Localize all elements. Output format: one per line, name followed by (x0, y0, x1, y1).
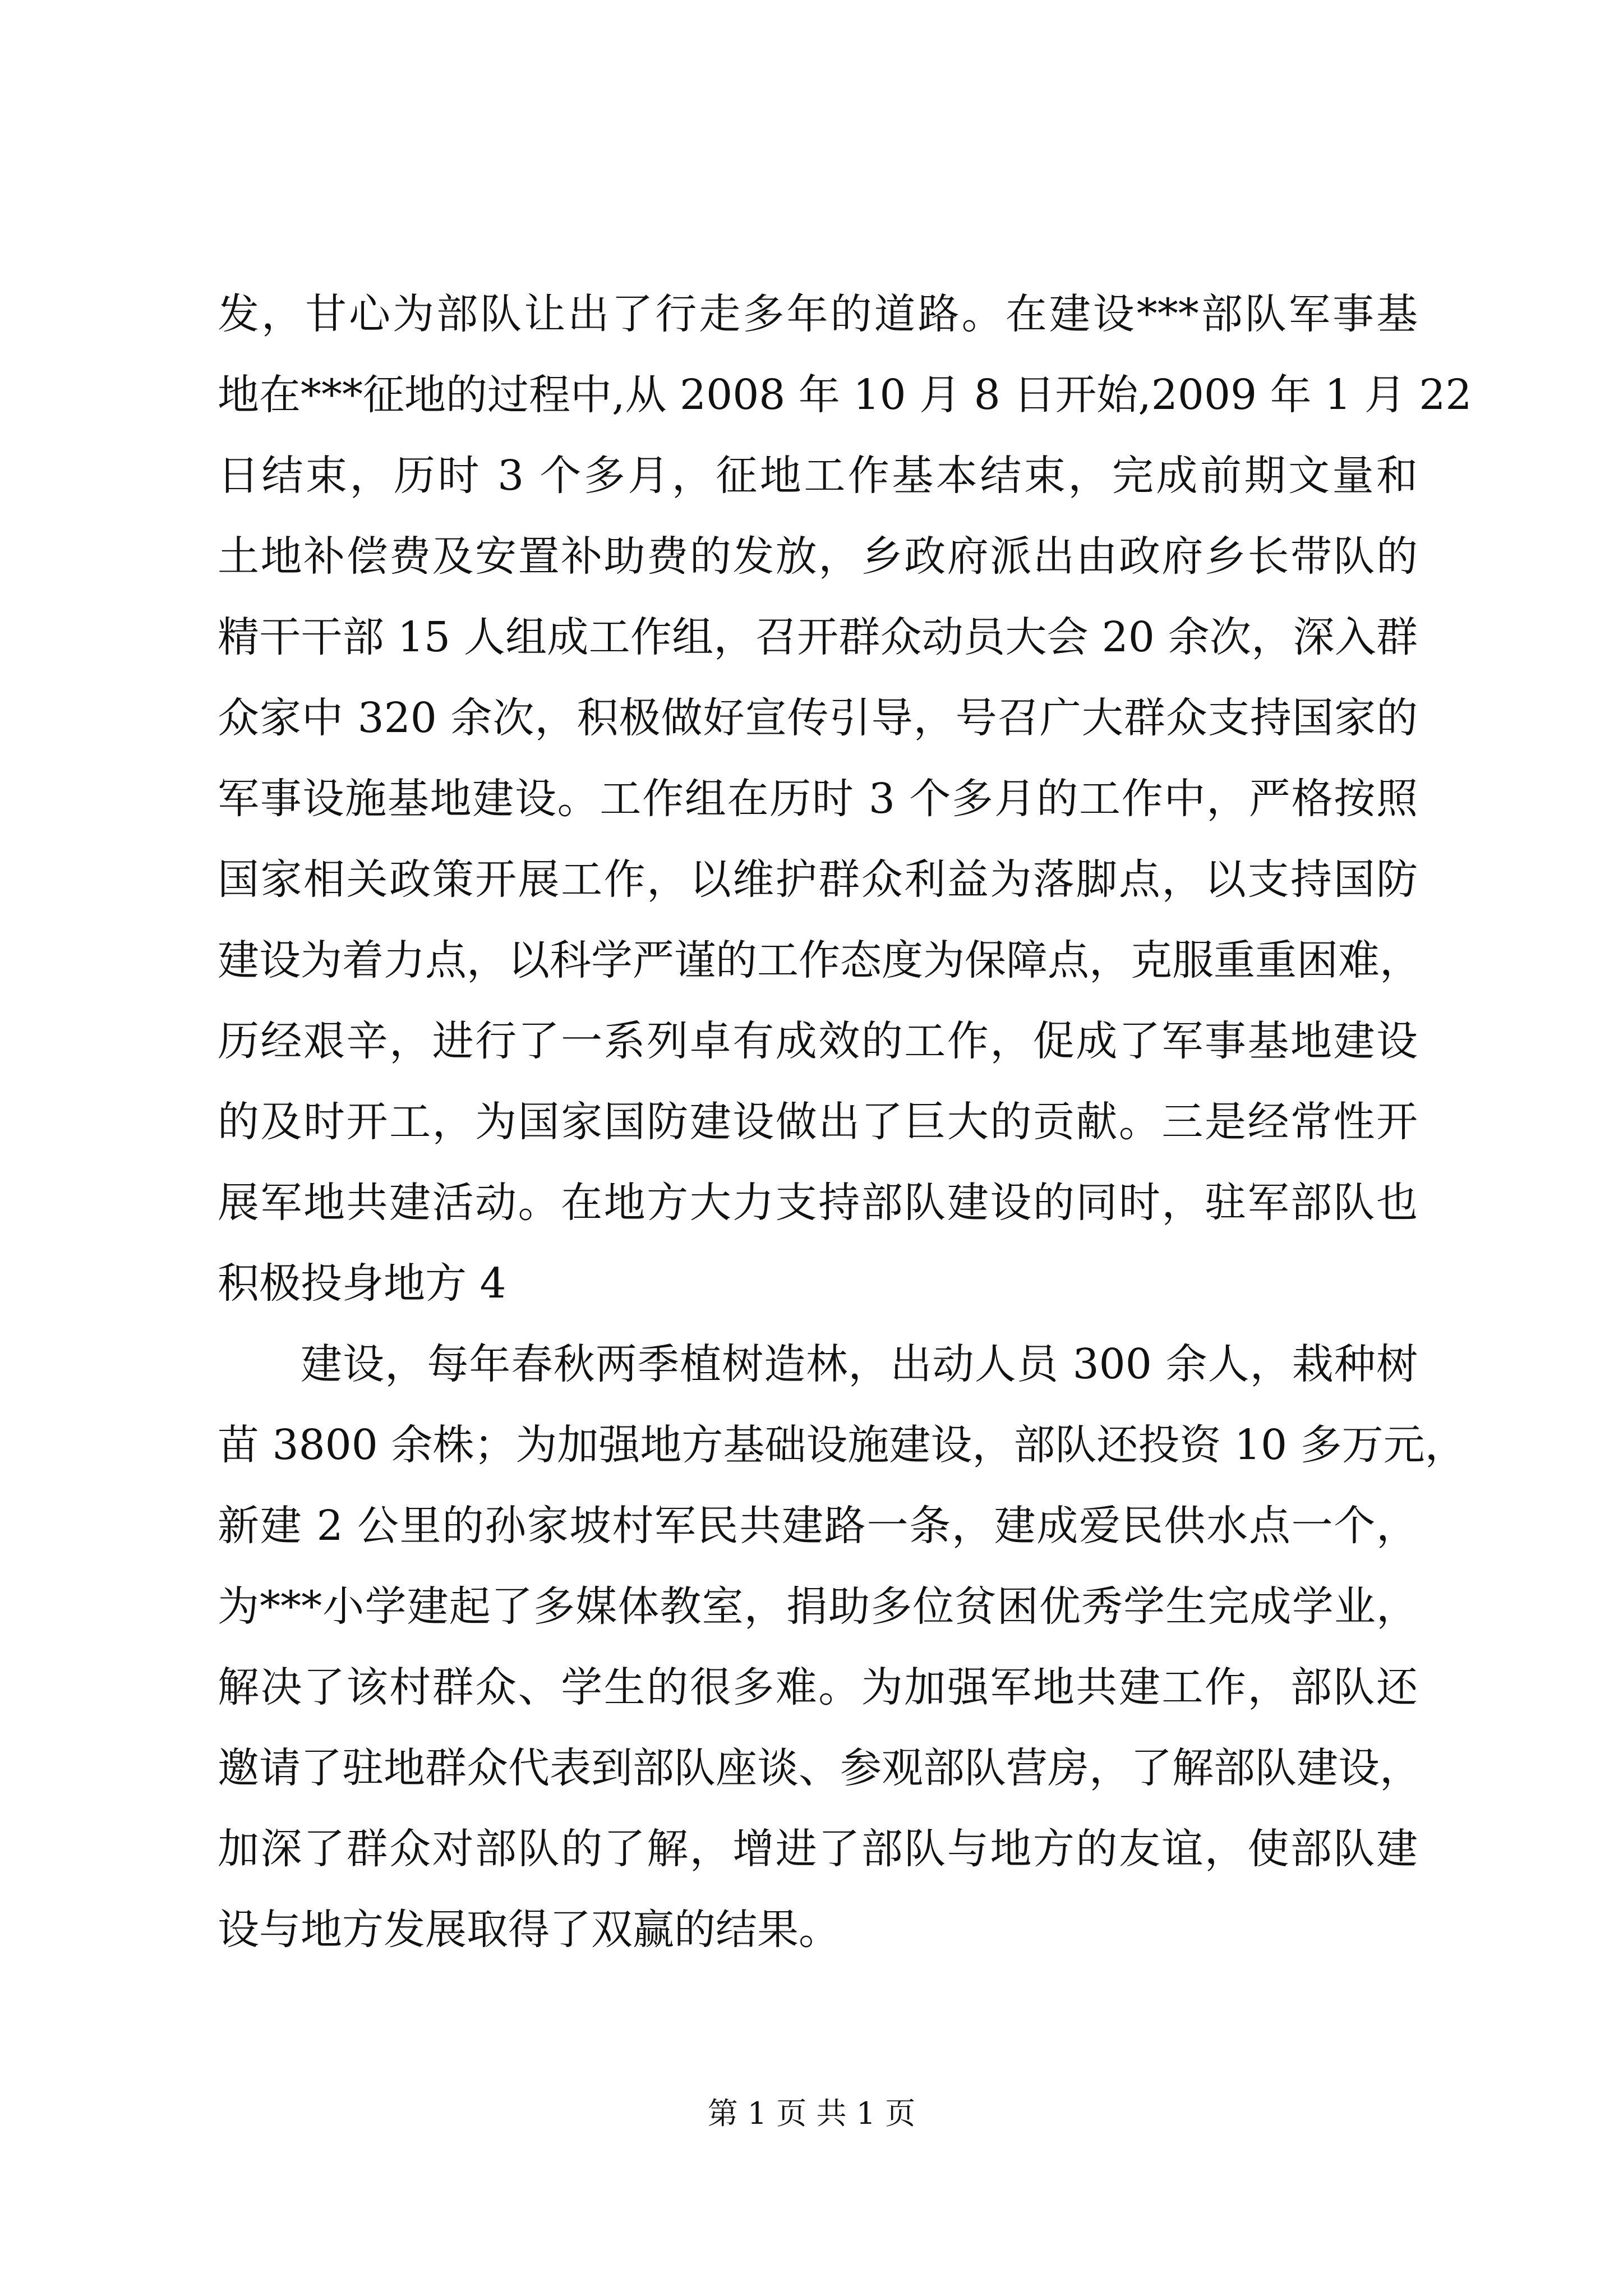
text-line: 历经艰辛，进行了一系列卓有成效的工作，促成了军事基地建设 (218, 1017, 1418, 1065)
paragraph-2 (218, 1324, 1467, 1970)
text-line: 苗 3800 余株；为加强地方基础设施建设，部队还投资 10 多万元， (218, 1421, 1467, 1469)
page-number-footer: 第 1 页 共 1 页 (707, 2096, 916, 2131)
text-line: 邀请了驻地群众代表到部队座谈、参观部队营房，了解部队建设， (218, 1744, 1421, 1792)
text-line: 建设为着力点，以科学严谨的工作态度为保障点，克服重重困难， (218, 936, 1421, 984)
paragraph-1 (218, 274, 1472, 1324)
text-line: 新建 2 公里的孙家坡村军民共建路一条，建成爱民供水点一个， (218, 1502, 1418, 1550)
text-line: 设与地方发展取得了双赢的结果。 (218, 1906, 840, 1954)
text-line: 的及时开工，为国家国防建设做出了巨大的贡献。三是经常性开 (218, 1098, 1418, 1146)
text-line: 建设，每年春秋两季植树造林，出动人员 300 余人，栽种树 (301, 1340, 1418, 1388)
text-line: 地在***征地的过程中,从 2008 年 10 月 8 日开始,2009 年 1 月 22 (218, 371, 1472, 419)
text-line: 发，甘心为部队让出了行走多年的道路。在建设***部队军事基 (218, 290, 1418, 338)
text-line: 积极投身地方 4 (218, 1259, 506, 1308)
text-line: 为***小学建起了多媒体教室，捐助多位贫困优秀学生完成学业， (218, 1582, 1418, 1631)
text-line: 土地补偿费及安置补助费的发放，乡政府派出由政府乡长带队的 (218, 532, 1418, 581)
text-line: 加深了群众对部队的了解，增进了部队与地方的友谊，使部队建 (218, 1825, 1418, 1873)
text-line: 解决了该村群众、学生的很多难。为加强军地共建工作，部队还 (218, 1663, 1418, 1711)
text-line: 精干干部 15 人组成工作组，召开群众动员大会 20 余次，深入群 (218, 613, 1418, 661)
text-line: 日结束，历时 3 个多月，征地工作基本结束，完成前期文量和 (218, 452, 1418, 500)
text-line: 众家中 320 余次，积极做好宣传引导，号召广大群众支持国家的 (218, 694, 1418, 742)
text-line: 军事设施基地建设。工作组在历时 3 个多月的工作中，严格按照 (218, 775, 1418, 823)
document-body (218, 274, 1472, 1970)
text-line: 展军地共建活动。在地方大力支持部队建设的同时，驻军部队也 (218, 1179, 1418, 1227)
text-line: 国家相关政策开展工作，以维护群众利益为落脚点，以支持国防 (218, 855, 1418, 904)
